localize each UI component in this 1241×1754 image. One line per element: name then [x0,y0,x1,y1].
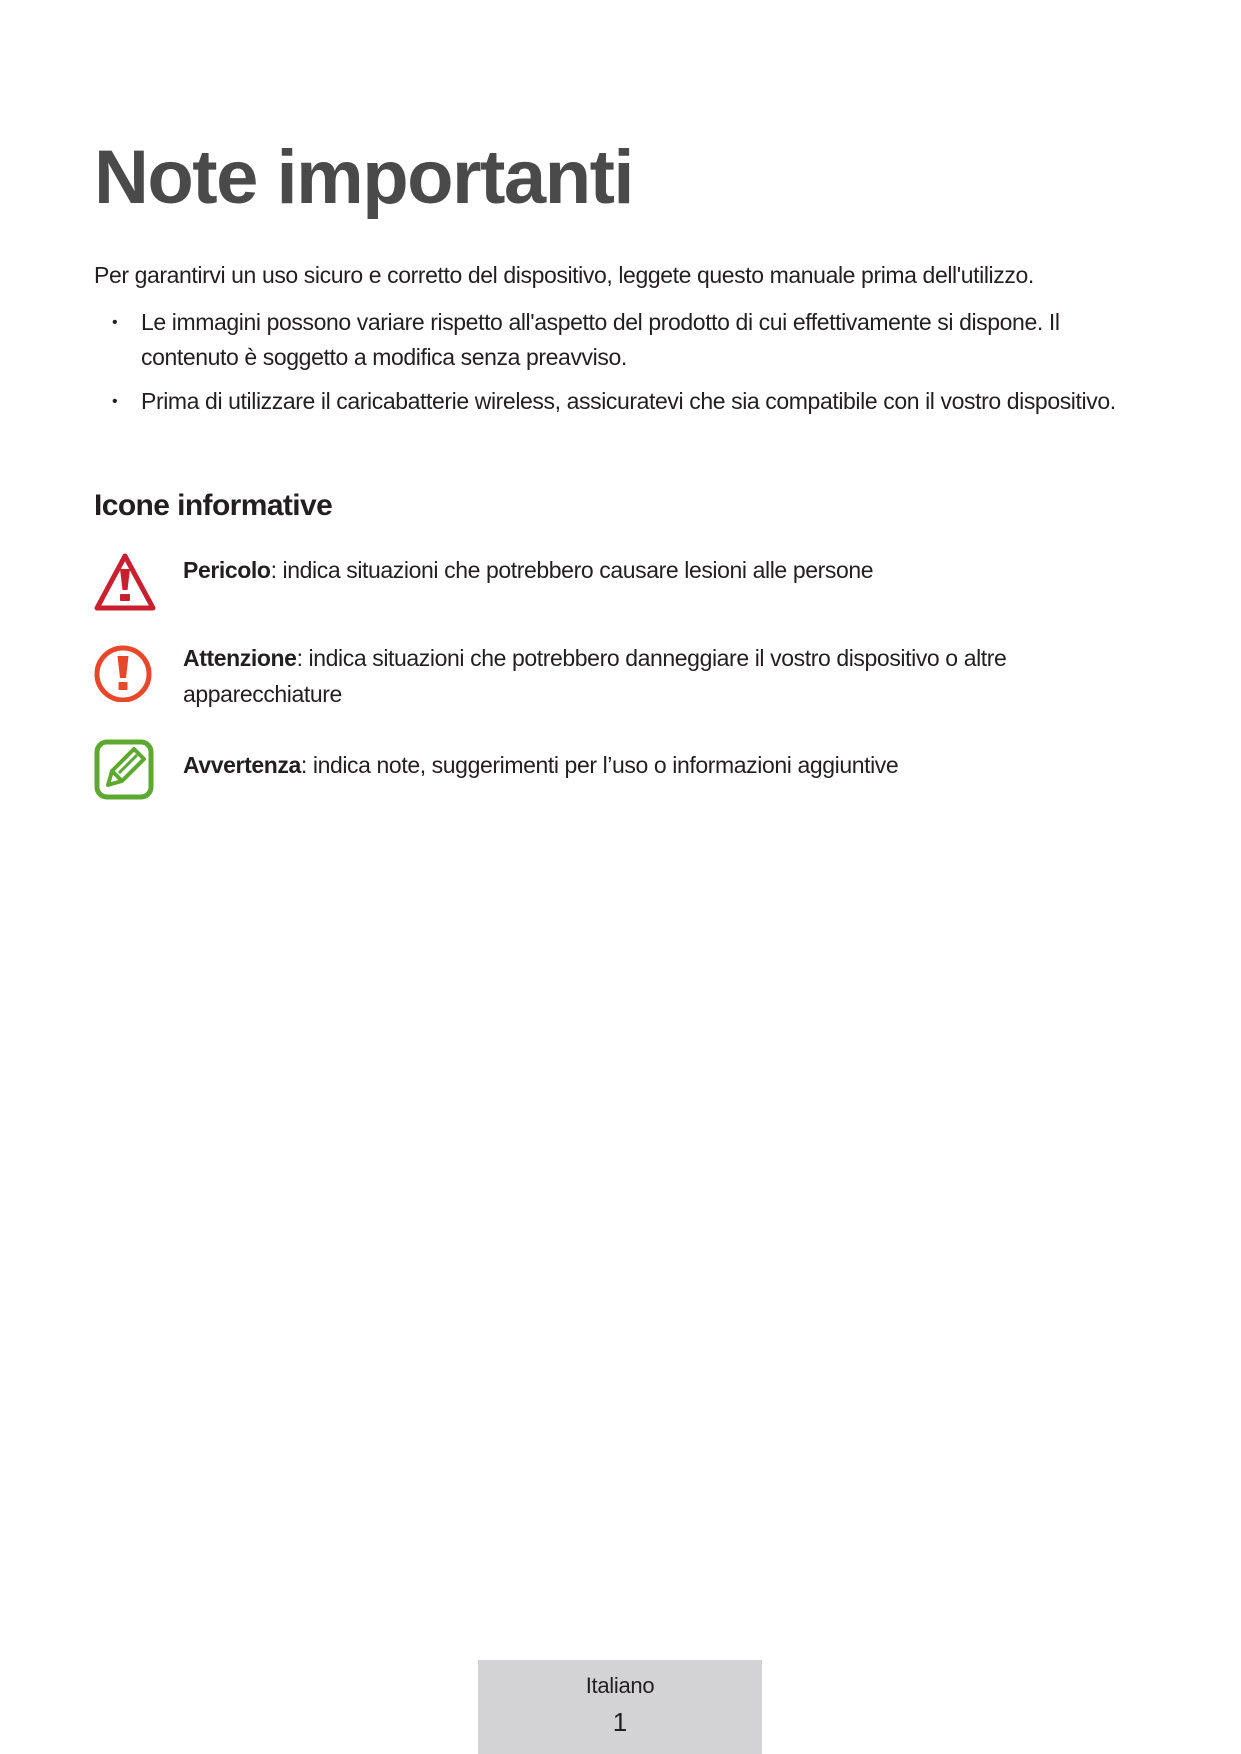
section-heading: Icone informative [94,489,333,522]
icon-description [183,747,1083,783]
caution-circle-icon [94,640,156,702]
icon-description [183,552,1083,588]
bullet-icon: • [112,314,118,331]
icon-description-text: : indica note, suggerimenti per l’uso o informazioni aggiuntive [300,752,899,778]
note-pencil-icon [94,739,156,801]
page-number: 1 [612,1707,628,1737]
icon-row-danger [94,552,1144,614]
bullet-icon: • [112,393,118,410]
bullet-text: Le immagini possono variare rispetto all'aspetto del prodotto di cui effettivamente si dispone. Il contenuto è soggetto a modifica senza preavviso. [141,309,1060,370]
list-item [94,305,1144,375]
bullet-list [94,305,1144,428]
icon-description-text: : indica situazioni che potrebbero danneggiare il vostro dispositivo o altre apparecchiature [183,645,1007,707]
icon-description-text: : indica situazioni che potrebbero causare lesioni alle persone [270,557,874,583]
bullet-text: Prima di utilizzare il caricabatterie wireless, assicuratevi che sia compatibile con il vostro dispositivo. [141,388,1116,414]
list-item [94,384,1144,419]
icon-row-caution [94,640,1144,712]
warning-triangle-icon [94,552,156,614]
page-footer [478,1660,762,1754]
intro-paragraph: Per garantirvi un uso sicuro e corretto del dispositivo, leggete questo manuale prima dell'utilizzo. [94,262,1034,288]
page-title: Note importanti [94,135,634,220]
icon-label: Pericolo [183,557,271,583]
icon-row-note [94,739,1144,801]
icon-label: Attenzione [183,645,297,671]
icon-description [183,640,1083,712]
footer-language: Italiano [585,1673,655,1698]
icon-label: Avvertenza [183,752,301,778]
